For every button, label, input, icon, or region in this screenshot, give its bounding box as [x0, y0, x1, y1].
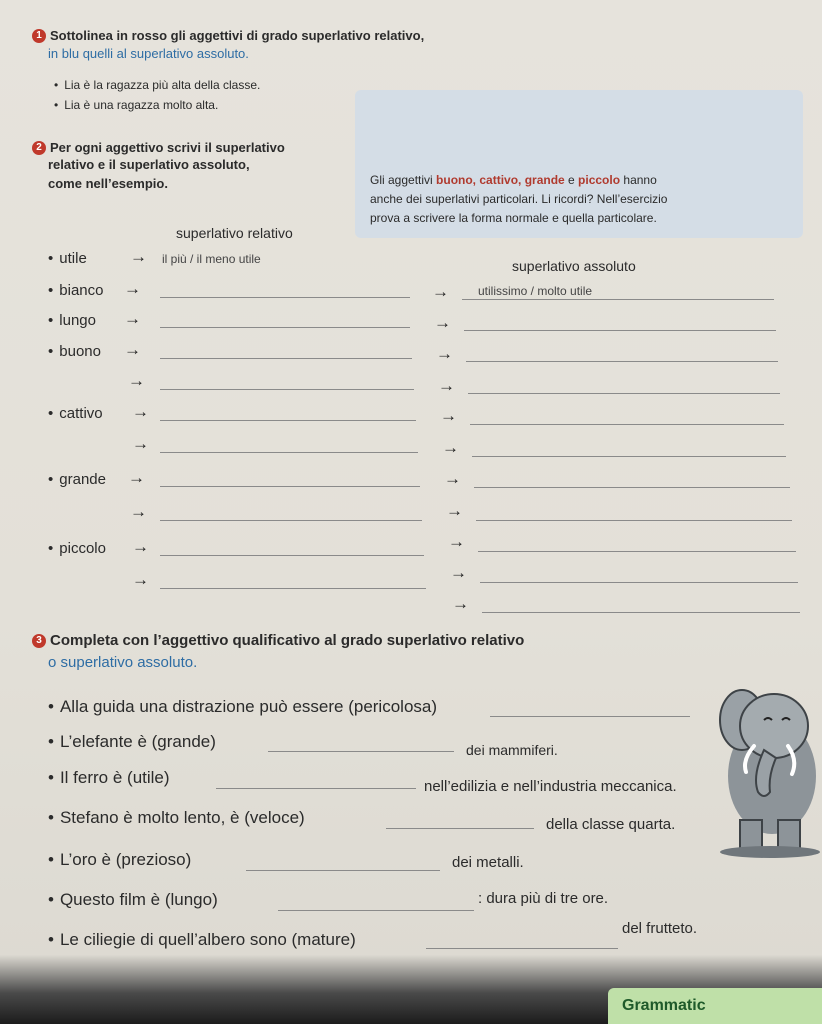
arrow-icon: →	[452, 594, 469, 613]
exercise-2-title	[32, 140, 285, 155]
item-post-text: : dura più di tre ore.	[478, 890, 609, 907]
answer-line	[160, 520, 422, 521]
header-superlativo-relativo: superlativo relativo	[176, 225, 293, 241]
exercise-2-title-line1: Per ogni aggettivo scrivi il superlativo	[50, 140, 285, 155]
elephant-illustration	[712, 680, 820, 860]
item-post-text: della classe quarta.	[546, 816, 676, 833]
answer-line	[160, 389, 414, 390]
word-lungo: • lungo	[48, 312, 96, 329]
exercise-1-title-line1: Sottolinea in rosso gli aggettivi di grado superlativo relativo,	[50, 28, 425, 43]
exercise-1-sentence: • Lia è una ragazza molto alta.	[54, 98, 218, 112]
exercise-1-number: 1	[32, 29, 46, 43]
item-text: Alla guida una distrazione può essere (pericolosa)	[59, 697, 438, 716]
answer-line	[268, 751, 454, 752]
arrow-icon: →	[448, 532, 465, 551]
word-bianco: • bianco	[48, 282, 103, 299]
exercise-3-item	[48, 697, 437, 717]
answer-line	[462, 299, 774, 300]
arrow-icon: →	[128, 371, 145, 390]
answer-line	[478, 551, 796, 552]
tip-line-2: anche dei superlativi particolari. Li ricordi? Nell’esercizio	[370, 192, 668, 206]
answer-line	[466, 361, 778, 362]
answer-line	[216, 788, 416, 789]
arrow-icon: →	[124, 279, 141, 298]
arrow-icon: →	[124, 340, 141, 359]
answer-line	[470, 424, 784, 425]
header-superlativo-assoluto: superlativo assoluto	[512, 258, 636, 274]
exercise-1-title	[32, 28, 424, 43]
tip-text: Gli aggettivi	[370, 173, 437, 187]
arrow-icon: →	[128, 468, 145, 487]
item-post-text: dei mammiferi.	[466, 742, 558, 758]
tip-text: e	[564, 173, 579, 187]
answer-line	[246, 870, 440, 871]
arrow-icon: →	[436, 344, 453, 363]
tip-line-3: prova a scrivere la forma normale e quella particolare.	[370, 211, 657, 225]
exercise-3-title-line1: Completa con l’aggettivo qualificativo al grado superlativo relativo	[50, 632, 525, 649]
arrow-icon: →	[446, 501, 463, 520]
exercise-3-title-line2: o superlativo assoluto.	[48, 654, 198, 671]
tip-bold: piccolo	[578, 173, 621, 187]
item-post-text: nell’edilizia e nell’industria meccanica.	[424, 778, 677, 795]
word-buono: • buono	[48, 343, 101, 360]
answer-line	[476, 520, 792, 521]
answer-line	[490, 716, 690, 717]
answer-line	[160, 555, 424, 556]
exercise-3-item: • Questo film è (lungo)	[48, 890, 218, 910]
exercise-1-title-line2: in blu quelli al superlativo assoluto.	[48, 46, 249, 61]
exercise-3-item: • Stefano è molto lento, è (veloce)	[48, 808, 305, 828]
word-grande: • grande	[48, 471, 106, 488]
answer-line	[386, 828, 534, 829]
arrow-icon: →	[442, 438, 459, 457]
example-assoluto: utilissimo / molto utile	[478, 284, 593, 298]
arrow-icon: →	[132, 570, 149, 589]
example-relativo: il più / il meno utile	[162, 252, 261, 266]
answer-line	[468, 393, 780, 394]
arrow-icon: →	[434, 313, 451, 332]
exercise-2-title-line2: relativo e il superlativo assoluto,	[48, 157, 250, 172]
answer-line	[160, 452, 418, 453]
exercise-2-number: 2	[32, 141, 46, 155]
answer-line	[160, 588, 426, 589]
answer-line	[160, 486, 420, 487]
answer-line	[160, 358, 412, 359]
answer-line	[160, 420, 416, 421]
exercise-3-item: • Il ferro è (utile)	[48, 768, 170, 788]
answer-line	[482, 612, 800, 613]
arrow-icon: →	[124, 309, 141, 328]
exercise-1-sentence: • Lia è la ragazza più alta della classe.	[54, 78, 260, 92]
answer-line	[426, 948, 618, 949]
answer-line	[472, 456, 786, 457]
exercise-3-item: • L’oro è (prezioso)	[48, 850, 191, 870]
elephant-icon	[720, 690, 820, 858]
answer-line	[160, 297, 410, 298]
arrow-icon: →	[130, 502, 147, 521]
arrow-icon: →	[438, 376, 455, 395]
arrow-icon: →	[132, 402, 149, 421]
answer-line	[278, 910, 474, 911]
arrow-icon: →	[440, 406, 457, 425]
answer-line	[480, 582, 798, 583]
word-cattivo: • cattivo	[48, 405, 103, 422]
arrow-icon: →	[132, 434, 149, 453]
arrow-icon: →	[132, 537, 149, 556]
exercise-3-title	[32, 632, 524, 649]
footer-tab: Grammatic	[608, 988, 822, 1024]
answer-line	[474, 487, 790, 488]
tip-bold: buono, cattivo, grande	[436, 173, 565, 187]
answer-line	[464, 330, 776, 331]
tip-text: hanno	[620, 173, 657, 187]
arrow-icon: →	[432, 282, 449, 301]
answer-line	[160, 327, 410, 328]
exercise-2-title-line3: come nell’esempio.	[48, 176, 168, 191]
arrow-icon: →	[444, 469, 461, 488]
arrow-icon: →	[130, 247, 147, 266]
item-post-text: dei metalli.	[452, 854, 524, 871]
word-utile: • utile	[48, 250, 87, 267]
exercise-3-item: • Le ciliegie di quell’albero sono (mature)	[48, 930, 356, 950]
item-post-text: del frutteto.	[622, 920, 698, 937]
word-piccolo: • piccolo	[48, 540, 106, 557]
exercise-3-item: • L’elefante è (grande)	[48, 732, 216, 752]
arrow-icon: →	[450, 563, 467, 582]
tip-line-1	[370, 173, 657, 187]
exercise-3-number: 3	[32, 634, 46, 648]
